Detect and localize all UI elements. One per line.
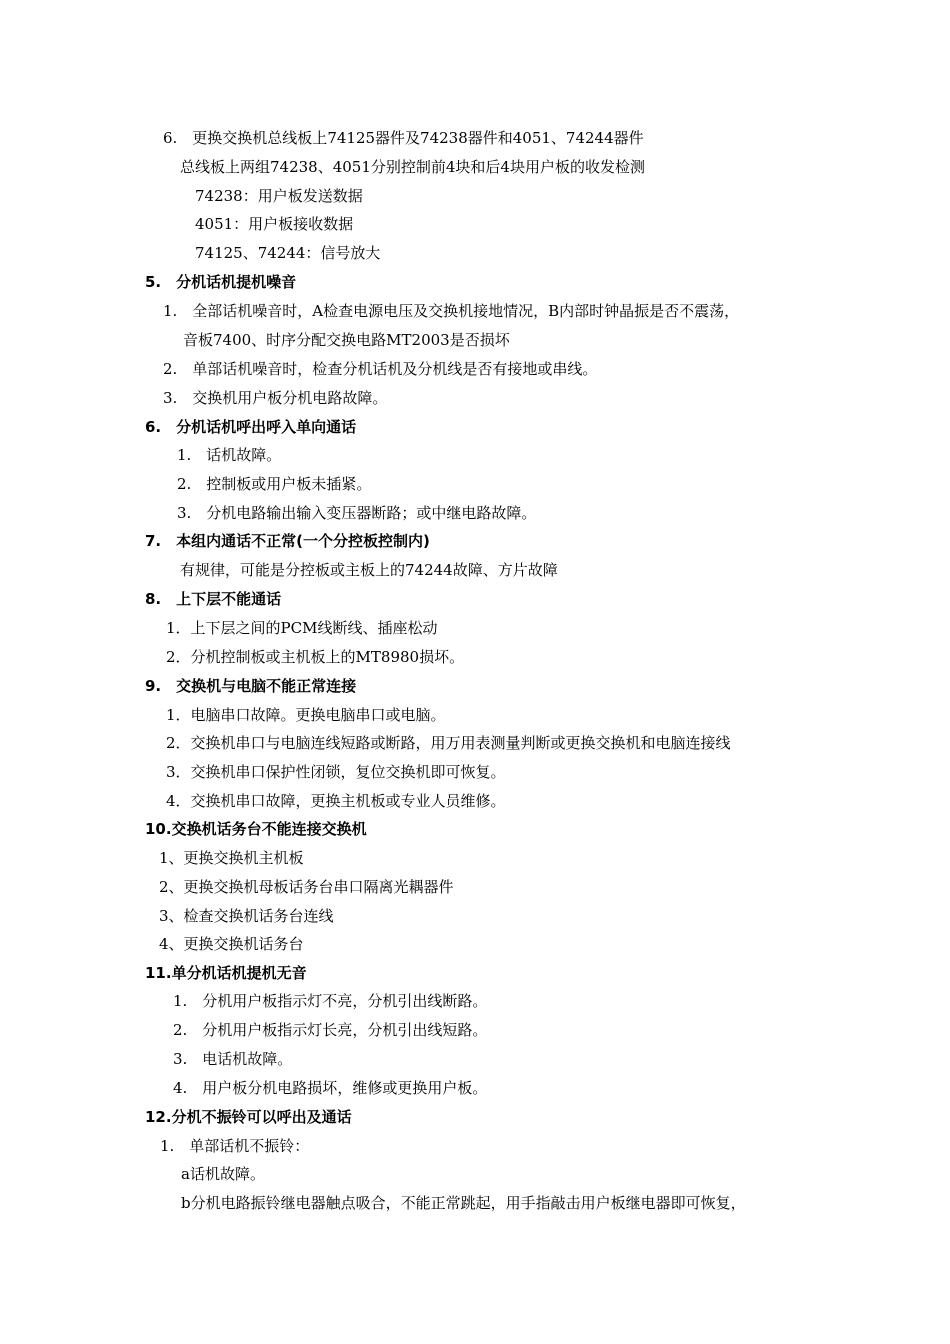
line-item: 2. 单部话机噪音时，检查分机话机及分机线是否有接地或串线。 xyxy=(163,360,598,378)
line-item: 2．分机控制板或主机板上的MT8980损坏。 xyxy=(166,648,465,666)
line-item: 1．电脑串口故障。更换电脑串口或电脑。 xyxy=(166,706,446,724)
line-item: 2、更换交换机母板话务台串口隔离光耦器件 xyxy=(159,878,454,896)
line-item: 2．交换机串口与电脑连线短路或断路，用万用表测量判断或更换交换机和电脑连接线 xyxy=(166,734,731,752)
line-item: 4051：用户板接收数据 xyxy=(195,215,354,233)
line-item: 1、更换交换机主机板 xyxy=(159,849,304,867)
line-item: 3. 交换机用户板分机电路故障。 xyxy=(163,389,388,407)
line-item: a话机故障。 xyxy=(181,1165,265,1183)
line-item: 总线板上两组74238、4051分别控制前4块和后4块用户板的收发检测 xyxy=(180,158,645,176)
line-item: 3. 电话机故障。 xyxy=(173,1050,293,1068)
line-item: 4、更换交换机话务台 xyxy=(159,935,304,953)
line-item: 4．交换机串口故障，更换主机板或专业人员维修。 xyxy=(166,792,506,810)
line-item: 音板7400、时序分配交换电路MT2003是否损坏 xyxy=(183,331,510,349)
line-item: b分机电路振铃继电器触点吸合，不能正常跳起，用手指敲击用户板继电器即可恢复， xyxy=(181,1194,746,1212)
line-item: 有规律，可能是分控板或主板上的74244故障、方片故障 xyxy=(180,561,558,579)
section-heading: 9. 交换机与电脑不能正常连接 xyxy=(145,677,357,695)
line-item: 3、检查交换机话务台连线 xyxy=(159,907,334,925)
line-item: 1. 话机故障。 xyxy=(177,446,282,464)
section-heading: 12.分机不振铃可以呼出及通话 xyxy=(145,1108,352,1126)
line-item: 1. 单部话机不振铃： xyxy=(160,1137,310,1155)
line-item: 4. 用户板分机电路损坏，维修或更换用户板。 xyxy=(173,1079,488,1097)
line-item: 1. 分机用户板指示灯不亮，分机引出线断路。 xyxy=(173,992,488,1010)
line-item: 2. 分机用户板指示灯长亮，分机引出线短路。 xyxy=(173,1021,488,1039)
line-item: 1. 全部话机噪音时，A检查电源电压及交换机接地情况，B内部时钟晶振是否不震荡， xyxy=(163,302,740,320)
line-item: 6. 更换交换机总线板上74125器件及74238器件和4051、74244器件 xyxy=(163,129,644,147)
section-heading: 6. 分机话机呼出呼入单向通话 xyxy=(145,418,357,436)
section-heading: 7. 本组内通话不正常(一个分控板控制内) xyxy=(145,532,430,550)
line-item: 2. 控制板或用户板未插紧。 xyxy=(177,475,372,493)
section-heading: 8. 上下层不能通话 xyxy=(145,590,282,608)
line-item: 74238：用户板发送数据 xyxy=(195,187,363,205)
section-heading: 11.单分机话机提机无音 xyxy=(145,964,307,982)
section-heading: 5. 分机话机提机噪音 xyxy=(145,273,297,291)
line-item: 3. 分机电路输出输入变压器断路；或中继电路故障。 xyxy=(177,504,537,522)
section-heading: 10.交换机话务台不能连接交换机 xyxy=(145,820,367,838)
line-item: 74125、74244：信号放大 xyxy=(195,244,381,262)
line-item: 3．交换机串口保护性闭锁，复位交换机即可恢复。 xyxy=(166,763,506,781)
line-item: 1．上下层之间的PCM线断线、插座松动 xyxy=(166,619,438,637)
